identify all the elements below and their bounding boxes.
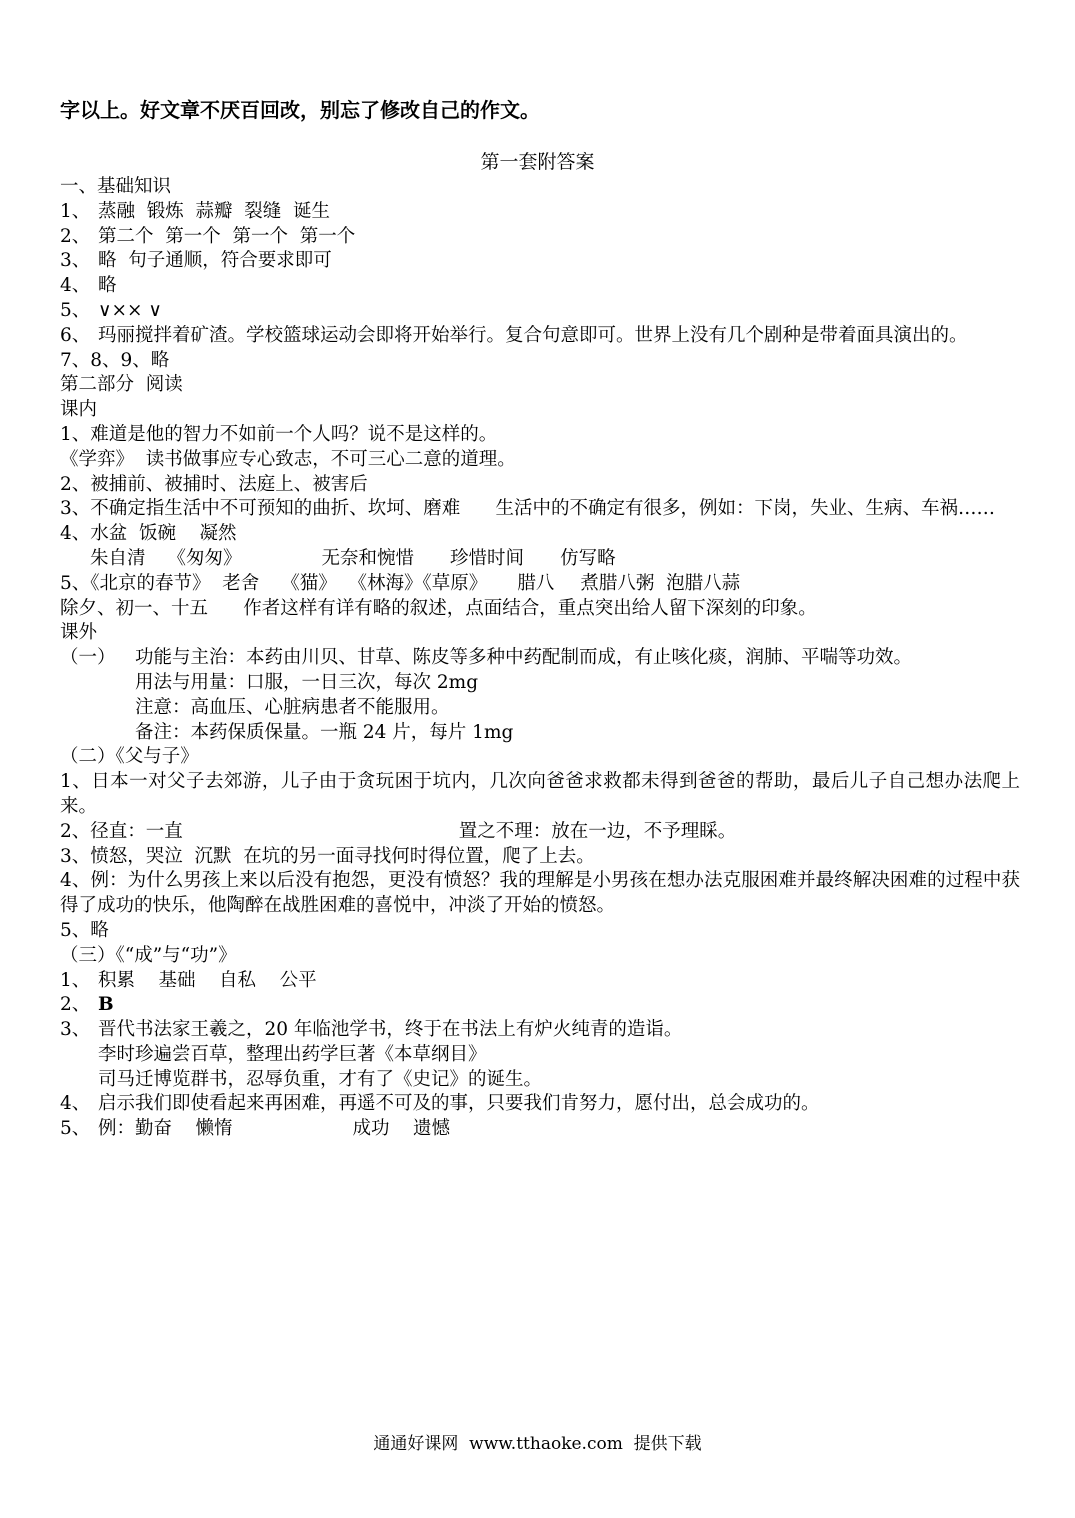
outer-part-1-line-3: 注意：高血压、心脏病患者不能服用。 — [135, 696, 450, 718]
outer-part-2-answer-4: 4、例：为什么男孩上来以后没有抱怨，更没有愤怒？我的理解是小男孩在想办法克服困难并最终解决困难的过程中获得了成功的快乐，他陶醉在战胜困难的喜悦中，冲淡了开始的愤怒。 — [60, 870, 1020, 917]
answer-title: 第一套附答案 — [480, 151, 595, 173]
outer-part-1-line-2: 用法与用量：口服，一日三次，每次 2mg — [135, 671, 479, 693]
answer-body — [60, 175, 1020, 1142]
answer-part: 5、《北京的春节》 老舍 — [60, 572, 260, 594]
inner-answer-4a: 4、水盆 饭碗 凝然 — [60, 523, 237, 545]
feeling-answer: 无奈和惋惜 — [321, 547, 415, 569]
outer-part-1 — [60, 646, 1020, 671]
essay-title: 《匆匆》 — [167, 547, 242, 569]
outer-reading-label: 课外 — [60, 622, 98, 644]
inner-answer-4b — [60, 547, 1020, 572]
page-footer: 通通好课网 www.tthaoke.com 提供下载 — [373, 1434, 702, 1454]
answer-part: 腊八 — [517, 572, 555, 594]
basic-item-7-9: 7、8、9、略 — [60, 349, 170, 371]
item-number: 3、 — [60, 250, 91, 272]
answer-part: 《猫》 《林海》《草原》 — [281, 572, 488, 594]
item-number: 4、 — [60, 275, 91, 297]
item-text: 启示我们即使看起来再困难，再遥不可及的事，只要我们肯努力，愿付出，总会成功的。 — [98, 1093, 820, 1115]
item-text: 晋代书法家王羲之，20 年临池学书，终于在书法上有炉火纯青的造诣。 — [98, 1019, 683, 1041]
answer-part: 煮腊八粥 泡腊八蒜 — [580, 572, 741, 594]
outer-part-2-answer-5: 5、略 — [60, 919, 109, 941]
outer-part-3-answer-5 — [60, 1117, 1020, 1142]
outer-part-3-answer-1 — [60, 969, 1020, 994]
item-text: ∨×× ∨ — [98, 299, 162, 321]
inner-answer-1b: 《学弈》 读书做事应专心致志，不可三心二意的道理。 — [60, 448, 516, 470]
inner-answer-1a: 1、难道是他的智力不如前一个人吗？说不是这样的。 — [60, 423, 498, 445]
outer-part-2-answer-3: 3、愤怒，哭泣 沉默 在坑的另一面寻找何时得位置，爬了上去。 — [60, 845, 595, 867]
outer-part-2-heading: （二）《父与子》 — [60, 746, 199, 768]
inner-answer-3: 3、不确定指生活中不可预知的曲折、坎坷、磨难 生活中的不确定有很多，例如：下岗，失业、生病、车祸…… — [60, 498, 996, 520]
item-number: 3、 — [60, 1019, 91, 1041]
basic-item-6 — [60, 324, 1020, 349]
lead-sentence: 字以上。好文章不厌百回改，别忘了修改自己的作文。 — [60, 98, 540, 122]
item-number: 1、 — [60, 969, 91, 991]
part-text: 功能与主治：本药由川贝、甘草、陈皮等多种中药配制而成，有止咳化痰，润肺、平喘等功效。 — [135, 647, 913, 669]
basic-item-4 — [60, 274, 1020, 299]
basic-item-2 — [60, 225, 1020, 250]
item-text: B — [98, 994, 114, 1016]
basic-item-1 — [60, 200, 1020, 225]
item-text: 第二个 第一个 第一个 第一个 — [98, 225, 356, 247]
item-number: 4、 — [60, 1093, 91, 1115]
section-reading-heading: 第二部分 阅读 — [60, 374, 183, 396]
answer-part: 置之不理：放在一边，不予理睬。 — [458, 820, 737, 842]
answer-part: 2、径直：一直 — [60, 820, 183, 842]
outer-part-3-answer-3c: 司马迁博览群书，忍辱负重，才有了《史记》的诞生。 — [98, 1068, 543, 1090]
item-text: 玛丽搅拌着矿渣。学校篮球运动会即将开始举行。复合句意即可。世界上没有几个剧种是带着面具演出的。 — [98, 324, 968, 346]
part-number: （一） — [60, 647, 116, 669]
outer-part-3-answer-3b: 李时珍遍尝百草，整理出药学巨著《本草纲目》 — [98, 1043, 487, 1065]
inner-answer-2: 2、被捕前、被捕时、法庭上、被害后 — [60, 473, 368, 495]
outer-part-3-answer-3 — [60, 1018, 1020, 1043]
inner-answer-5b: 除夕、初一、十五 作者这样有详有略的叙述，点面结合，重点突出给人留下深刻的印象。 — [60, 597, 817, 619]
inner-answer-5a — [60, 572, 1020, 597]
outer-part-3-heading: （三）《“成”与“功”》 — [60, 944, 237, 966]
section-basic-heading: 一、基础知识 — [60, 176, 172, 197]
item-number: 6、 — [60, 324, 91, 346]
basic-item-5 — [60, 299, 1020, 324]
item-text: 略 — [98, 275, 117, 297]
author-name: 朱自清 — [90, 547, 146, 569]
basic-item-3 — [60, 249, 1020, 274]
item-number: 5、 — [60, 1118, 91, 1140]
item-text: 积累 基础 自私 公平 — [98, 969, 317, 991]
item-text — [98, 1117, 1020, 1142]
outer-part-2-answer-2 — [60, 820, 1020, 845]
outer-part-3-answer-4 — [60, 1092, 1020, 1117]
item-text: 略 句子通顺，符合要求即可 — [98, 250, 332, 272]
answer-part: 例：勤奋 懒惰 — [98, 1118, 233, 1140]
inner-reading-label: 课内 — [60, 399, 98, 421]
outer-part-3-answer-2 — [60, 993, 1020, 1018]
outer-part-2-answer-1: 1、日本一对父子去郊游，儿子由于贪玩困于坑内，几次向爸爸求救都未得到爸爸的帮助，最后儿子自己想办法爬上来。 — [60, 771, 1020, 817]
item-number: 5、 — [60, 299, 91, 321]
theme-answer: 珍惜时间 — [450, 547, 525, 569]
item-number: 2、 — [60, 225, 91, 247]
item-number: 2、 — [60, 994, 91, 1016]
writing-answer: 仿写略 — [560, 547, 616, 569]
item-number: 1、 — [60, 200, 91, 222]
item-text: 蒸融 锻炼 蒜瓣 裂缝 诞生 — [98, 200, 331, 222]
outer-part-1-line-4: 备注：本药保质保量。一瓶 24 片，每片 1mg — [135, 721, 514, 743]
answer-part: 成功 遗憾 — [352, 1118, 451, 1140]
